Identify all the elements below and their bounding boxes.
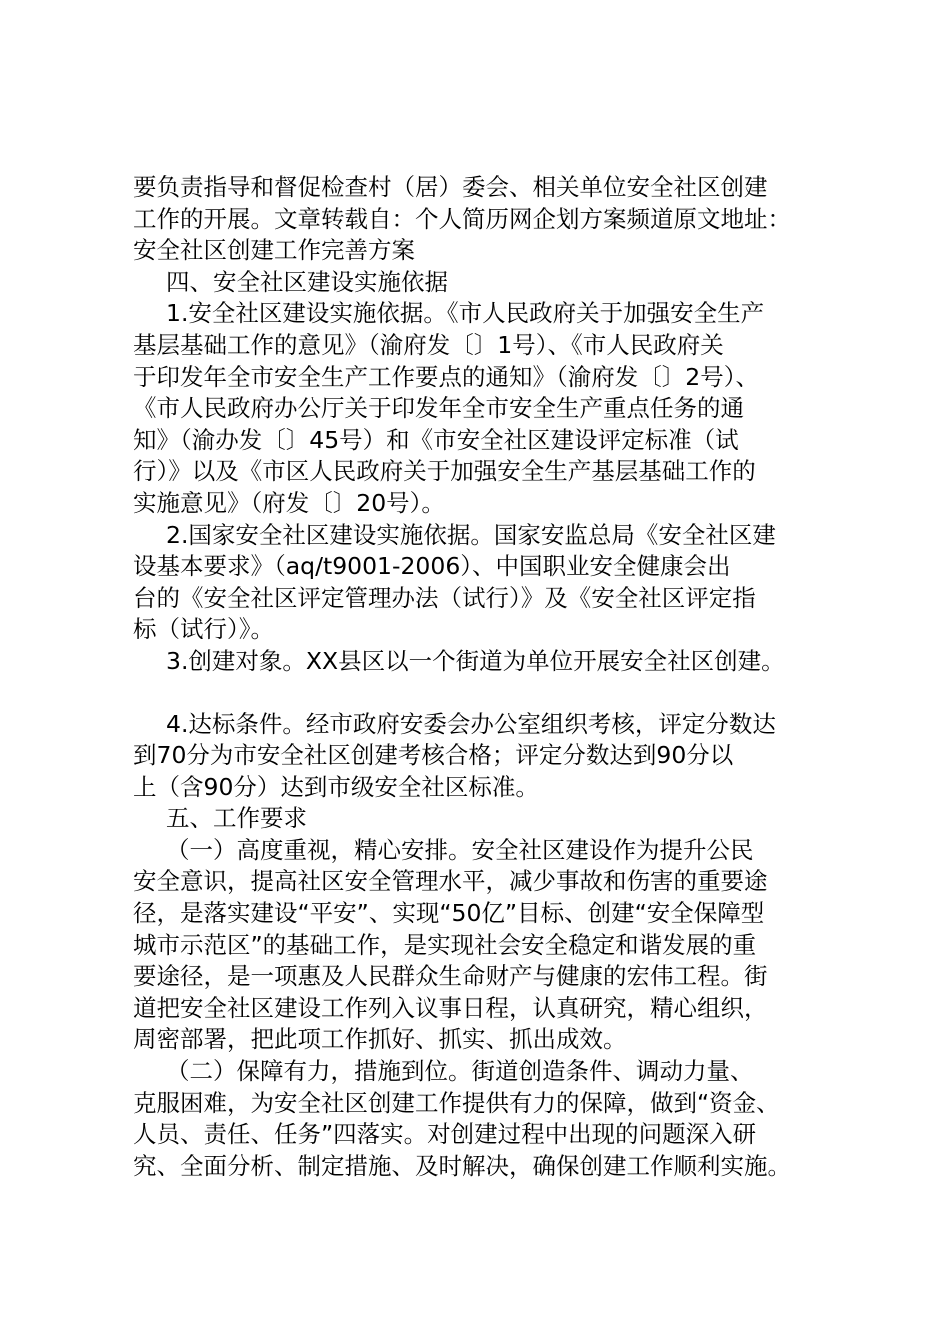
text-line: 周密部署，把此项工作抓好、抓实、抓出成效。 bbox=[133, 1025, 627, 1054]
text-line: 安全意识，提高社区安全管理水平，减少事故和伤害的重要途 bbox=[133, 867, 768, 896]
text-line: 安全社区创建工作完善方案 bbox=[133, 236, 415, 265]
text-line: 2.国家安全社区建设实施依据。国家安监总局《安全社区建 bbox=[166, 520, 776, 549]
text-line: 4.达标条件。经市政府安委会办公室组织考核，评定分数达 bbox=[166, 709, 776, 738]
section-heading-5: 五、工作要求 bbox=[166, 804, 307, 833]
text-line: 《市人民政府办公厅关于印发年全市安全生产重点任务的通 bbox=[133, 394, 744, 423]
text-line: 径，是落实建设“平安”、实现“50亿”目标、创建“安全保障型 bbox=[133, 899, 765, 928]
text-line: 要负责指导和督促检查村（居）委会、相关单位安全社区创建 bbox=[133, 173, 768, 201]
text-line: 道把安全社区建设工作列入议事日程，认真研究，精心组织， bbox=[133, 993, 768, 1022]
text-line: 人员、责任、任务”四落实。对创建过程中出现的问题深入研 bbox=[133, 1120, 757, 1149]
text-line: 于印发年全市安全生产工作要点的通知》（渝府发〔〕2号）、 bbox=[133, 362, 759, 391]
text-line: 台的《安全社区评定管理办法（试行）》及《安全社区评定指 bbox=[133, 583, 756, 612]
text-line: 城市示范区”的基础工作，是实现社会安全稳定和谐发展的重 bbox=[133, 930, 757, 959]
text-line: 实施意见》（府发〔〕20号）。 bbox=[133, 488, 445, 517]
text-line: 上（含90分）达到市级安全社区标准。 bbox=[133, 772, 539, 801]
text-line: （二）保障有力，措施到位。街道创造条件、调动力量、 bbox=[166, 1057, 754, 1086]
text-line: 1.安全社区建设实施依据。《市人民政府关于加强安全生产 bbox=[166, 299, 765, 328]
text-line: 克服困难，为安全社区创建工作提供有力的保障，做到“资金、 bbox=[133, 1088, 780, 1117]
text-line: 知》（渝办发〔〕45号）和《市安全社区建设评定标准（试 bbox=[133, 425, 739, 454]
blank-line bbox=[133, 678, 838, 709]
text-line: 行）》以及《市区人民政府关于加强安全生产基层基础工作的 bbox=[133, 457, 756, 486]
text-line: 究、全面分析、制定措施、及时解决，确保创建工作顺利实施。 bbox=[133, 1151, 791, 1180]
text-line: 标（试行）》。 bbox=[133, 615, 274, 644]
text-line: 到70分为市安全社区创建考核合格；评定分数达到90分以 bbox=[133, 741, 734, 770]
text-line: 要途径，是一项惠及人民群众生命财产与健康的宏伟工程。街 bbox=[133, 962, 768, 991]
text-line: 工作的开展。文章转载自：个人简历网企划方案频道原文地址： bbox=[133, 204, 791, 233]
document-body bbox=[133, 172, 838, 1182]
section-heading-4: 四、安全社区建设实施依据 bbox=[166, 267, 448, 296]
text-line: 基层基础工作的意见》（渝府发〔〕1号）、《市人民政府关 bbox=[133, 330, 724, 359]
text-line: 3.创建对象。XX县区以一个街道为单位开展安全社区创建。 bbox=[166, 646, 785, 675]
text-line: 设基本要求》（aq/t9001-2006）、中国职业安全健康会出 bbox=[133, 552, 731, 581]
text-line: （一）高度重视，精心安排。安全社区建设作为提升公民 bbox=[166, 835, 754, 864]
